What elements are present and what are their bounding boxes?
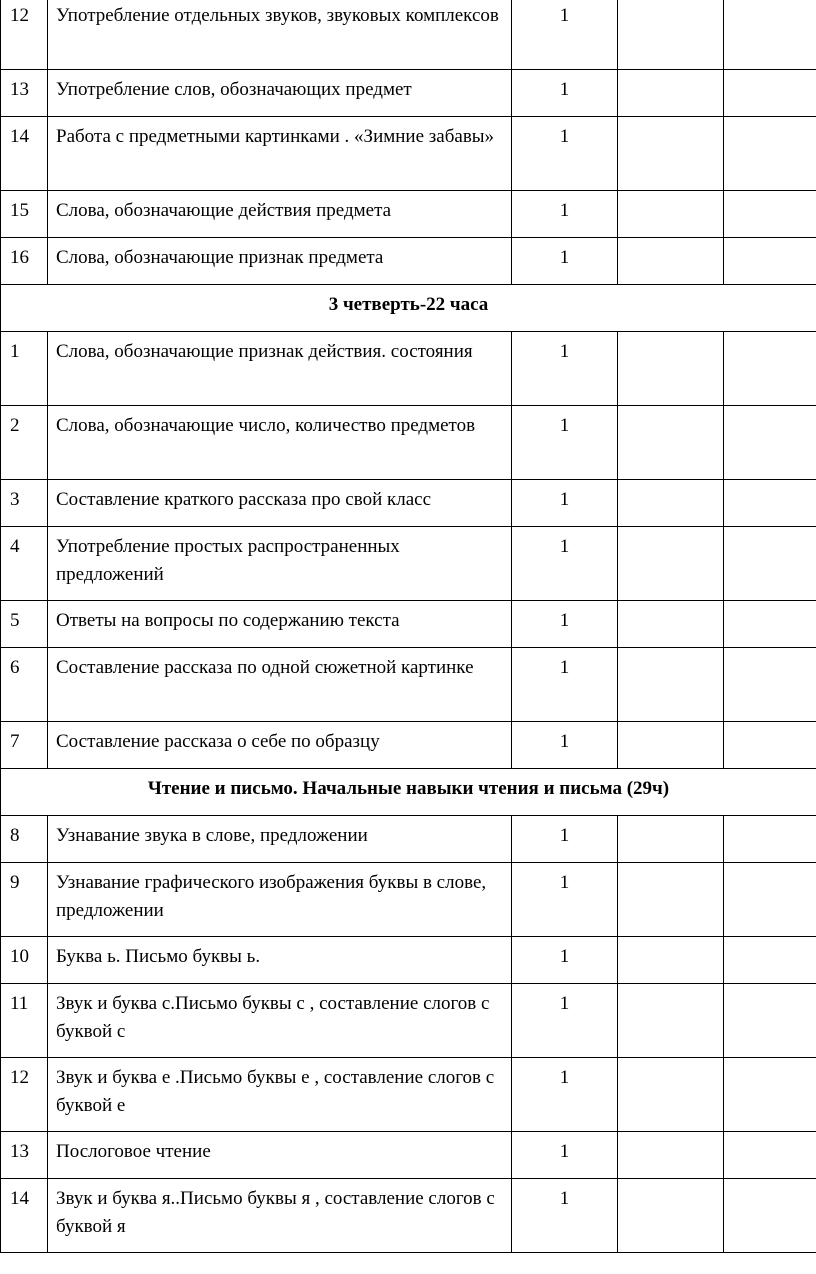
table-row — [1, 1132, 816, 1179]
lesson-topic: Ответы на вопросы по содержанию текста — [48, 601, 512, 648]
table-row — [1, 332, 816, 406]
empty-cell — [724, 984, 816, 1058]
table-row — [1, 937, 816, 984]
row-number: 16 — [1, 238, 48, 285]
lesson-topic: Составление рассказа о себе по образцу — [48, 722, 512, 769]
lesson-hours: 1 — [512, 1058, 618, 1132]
lesson-topic: Употребление простых распространенных предложений — [48, 527, 512, 601]
empty-cell — [724, 1132, 816, 1179]
table-row — [1, 984, 816, 1058]
empty-cell — [618, 816, 724, 863]
table-row — [1, 722, 816, 769]
row-number: 6 — [1, 648, 48, 722]
table-row — [1, 527, 816, 601]
lesson-hours: 1 — [512, 238, 618, 285]
empty-cell — [724, 70, 816, 117]
lesson-hours: 1 — [512, 984, 618, 1058]
empty-cell — [724, 480, 816, 527]
empty-cell — [618, 238, 724, 285]
lesson-topic: Узнавание графического изображения буквы в слове, предложении — [48, 863, 512, 937]
lesson-hours: 1 — [512, 480, 618, 527]
lesson-hours: 1 — [512, 406, 618, 480]
table-row — [1, 70, 816, 117]
table-row — [1, 0, 816, 70]
row-number: 7 — [1, 722, 48, 769]
empty-cell — [618, 527, 724, 601]
table-row — [1, 1058, 816, 1132]
empty-cell — [724, 406, 816, 480]
lesson-hours: 1 — [512, 0, 618, 70]
lesson-hours: 1 — [512, 816, 618, 863]
row-number: 8 — [1, 816, 48, 863]
empty-cell — [724, 1179, 816, 1253]
section-row — [1, 285, 816, 332]
row-number: 3 — [1, 480, 48, 527]
lesson-topic: Звук и буква е .Письмо буквы е , составление слогов с буквой е — [48, 1058, 512, 1132]
table-row — [1, 238, 816, 285]
table-row — [1, 191, 816, 238]
table-row — [1, 117, 816, 191]
empty-cell — [618, 1179, 724, 1253]
empty-cell — [618, 332, 724, 406]
empty-cell — [618, 863, 724, 937]
lesson-topic: Звук и буква с.Письмо буквы с , составление слогов с буквой с — [48, 984, 512, 1058]
empty-cell — [618, 406, 724, 480]
empty-cell — [618, 0, 724, 70]
row-number: 2 — [1, 406, 48, 480]
lesson-hours: 1 — [512, 117, 618, 191]
empty-cell — [618, 1132, 724, 1179]
table-row — [1, 816, 816, 863]
lesson-hours: 1 — [512, 648, 618, 722]
lesson-topic: Слова, обозначающие признак действия. состояния — [48, 332, 512, 406]
section-header: Чтение и письмо. Начальные навыки чтения и письма (29ч) — [1, 769, 816, 816]
table-row — [1, 1179, 816, 1253]
lesson-topic: Употребление слов, обозначающих предмет — [48, 70, 512, 117]
lesson-topic: Узнавание звука в слове, предложении — [48, 816, 512, 863]
empty-cell — [618, 937, 724, 984]
empty-cell — [724, 816, 816, 863]
lesson-hours: 1 — [512, 937, 618, 984]
lesson-hours: 1 — [512, 527, 618, 601]
lesson-hours: 1 — [512, 601, 618, 648]
empty-cell — [618, 70, 724, 117]
row-number: 13 — [1, 70, 48, 117]
lesson-hours: 1 — [512, 722, 618, 769]
empty-cell — [724, 0, 816, 70]
empty-cell — [618, 191, 724, 238]
empty-cell — [618, 1058, 724, 1132]
row-number: 5 — [1, 601, 48, 648]
empty-cell — [724, 722, 816, 769]
empty-cell — [618, 601, 724, 648]
empty-cell — [724, 117, 816, 191]
table-row — [1, 648, 816, 722]
lesson-hours: 1 — [512, 1132, 618, 1179]
empty-cell — [618, 480, 724, 527]
section-header: 3 четверть-22 часа — [1, 285, 816, 332]
lesson-hours: 1 — [512, 191, 618, 238]
lesson-hours: 1 — [512, 863, 618, 937]
lesson-topic: Слова, обозначающие число, количество предметов — [48, 406, 512, 480]
lesson-topic: Слова, обозначающие признак предмета — [48, 238, 512, 285]
lesson-topic: Слова, обозначающие действия предмета — [48, 191, 512, 238]
lesson-topic: Употребление отдельных звуков, звуковых комплексов — [48, 0, 512, 70]
lesson-topic: Буква ь. Письмо буквы ь. — [48, 937, 512, 984]
table-row — [1, 406, 816, 480]
table-row — [1, 863, 816, 937]
row-number: 9 — [1, 863, 48, 937]
lesson-topic: Работа с предметными картинками . «Зимние забавы» — [48, 117, 512, 191]
row-number: 4 — [1, 527, 48, 601]
lesson-topic: Звук и буква я..Письмо буквы я , составление слогов с буквой я — [48, 1179, 512, 1253]
row-number: 12 — [1, 1058, 48, 1132]
row-number: 1 — [1, 332, 48, 406]
lesson-hours: 1 — [512, 332, 618, 406]
table-row — [1, 480, 816, 527]
lesson-hours: 1 — [512, 1179, 618, 1253]
empty-cell — [724, 238, 816, 285]
lesson-hours: 1 — [512, 70, 618, 117]
empty-cell — [618, 984, 724, 1058]
row-number: 15 — [1, 191, 48, 238]
empty-cell — [618, 648, 724, 722]
lesson-topic: Составление рассказа по одной сюжетной картинке — [48, 648, 512, 722]
row-number: 11 — [1, 984, 48, 1058]
empty-cell — [618, 722, 724, 769]
empty-cell — [724, 601, 816, 648]
lesson-topic: Составление краткого рассказа про свой класс — [48, 480, 512, 527]
row-number: 13 — [1, 1132, 48, 1179]
empty-cell — [618, 117, 724, 191]
row-number: 14 — [1, 117, 48, 191]
lesson-topic: Послоговое чтение — [48, 1132, 512, 1179]
row-number: 12 — [1, 0, 48, 70]
empty-cell — [724, 191, 816, 238]
empty-cell — [724, 648, 816, 722]
row-number: 14 — [1, 1179, 48, 1253]
empty-cell — [724, 863, 816, 937]
empty-cell — [724, 1058, 816, 1132]
empty-cell — [724, 332, 816, 406]
section-row — [1, 769, 816, 816]
empty-cell — [724, 937, 816, 984]
empty-cell — [724, 527, 816, 601]
row-number: 10 — [1, 937, 48, 984]
table-row — [1, 601, 816, 648]
